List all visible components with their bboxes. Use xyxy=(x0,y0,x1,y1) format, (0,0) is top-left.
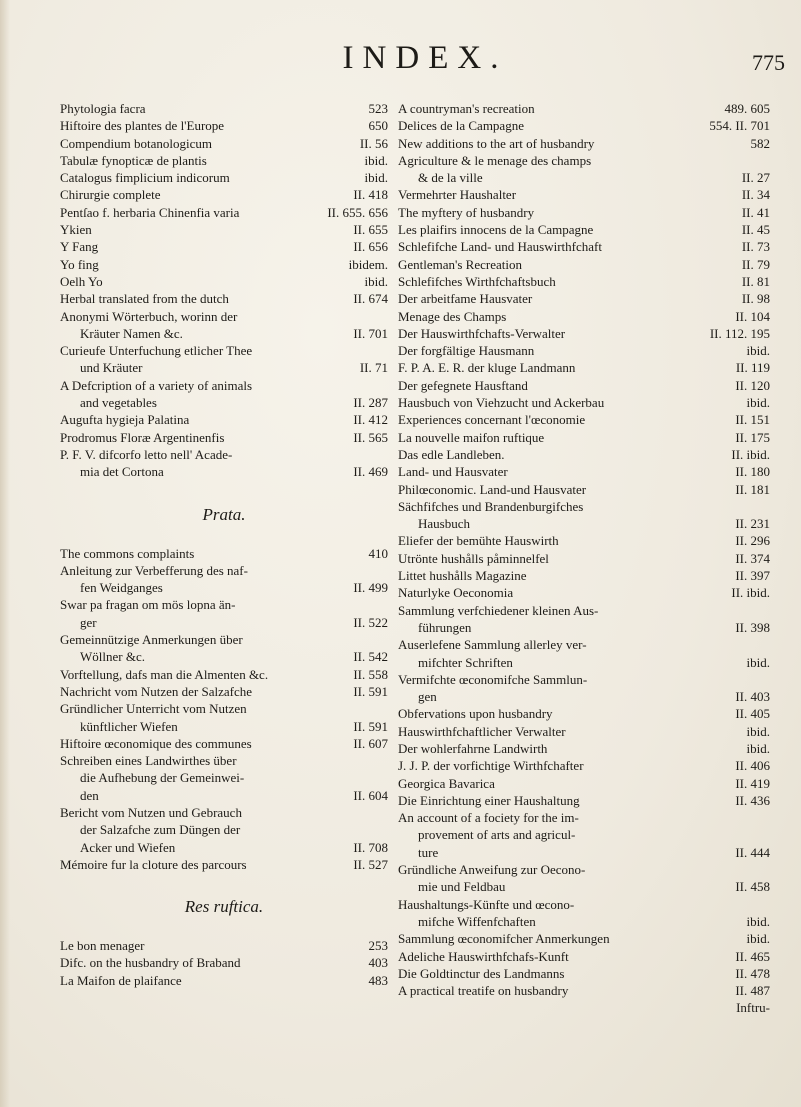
index-entry xyxy=(60,152,388,169)
entry-title-line: Auserlefene Sammlung allerley ver- xyxy=(398,637,587,653)
entry-title-line: Acker und Wiefen xyxy=(80,839,176,855)
entry-page-ref: ibid. xyxy=(746,654,770,670)
entry-page-ref: II. 708 xyxy=(353,839,388,855)
entry-page-ref: II. 175 xyxy=(735,429,770,445)
entry-page-ref: II. 180 xyxy=(735,464,770,480)
entry-title-line: Delices de la Campagne xyxy=(398,118,524,134)
entry-title-line: Sammlung œconomifcher Anmerkungen xyxy=(398,931,610,947)
entry-title-line: Mémoire fur la cloture des parcours xyxy=(60,856,247,872)
entry-title-line: Der arbeitfame Hausvater xyxy=(398,291,533,307)
entry-page-ref: II. 27 xyxy=(741,170,770,186)
index-entry xyxy=(60,221,388,238)
entry-page-ref: II. 181 xyxy=(735,481,770,497)
entry-title-line: La Maifon de plaifance xyxy=(60,972,182,988)
index-entry xyxy=(398,965,770,982)
entry-title-line: gen xyxy=(418,689,437,705)
entry-page-ref: II. 406 xyxy=(735,758,770,774)
entry-title-line: Utrönte hushålls påminnelfel xyxy=(398,550,549,566)
index-entry xyxy=(60,117,388,134)
entry-page-ref: II. 542 xyxy=(353,649,388,665)
entry-page-ref: II. 487 xyxy=(735,983,770,999)
index-entry xyxy=(60,342,388,377)
entry-title-line: P. F. V. difcorfo letto nell' Acade- xyxy=(60,446,233,462)
entry-title-line: F. P. A. E. R. der kluge Landmann xyxy=(398,360,576,376)
entry-page-ref: II. 405 xyxy=(735,706,770,722)
entry-title-line: Eliefer der bemühte Hauswirth xyxy=(398,533,559,549)
entry-title-line: Der Hauswirthfchafts-Verwalter xyxy=(398,325,566,341)
entry-title-line: mifchter Schriften xyxy=(418,654,513,670)
entry-page-ref: II. 151 xyxy=(735,412,770,428)
index-entry xyxy=(398,429,770,446)
entry-title-line: ture xyxy=(418,844,439,860)
index-entry xyxy=(398,550,770,567)
section-heading-res-rustica: Res ruftica. xyxy=(184,897,264,917)
index-entry xyxy=(398,481,770,498)
index-entry xyxy=(398,740,770,757)
entry-title-line: A countryman's recreation xyxy=(398,101,535,116)
catchword-text: Inftru- xyxy=(736,1000,770,1016)
entry-title-line: Philœconomic. Land-und Hausvater xyxy=(398,481,587,497)
entry-title-line: Das edle Landleben. xyxy=(398,446,505,462)
entry-title-line: Kräuter Namen &c. xyxy=(80,325,183,341)
index-entry xyxy=(398,204,770,221)
index-entry xyxy=(398,982,770,999)
entry-page-ref: II. 120 xyxy=(735,377,770,393)
entry-page-ref: II. 607 xyxy=(353,735,388,751)
index-entry xyxy=(60,631,388,666)
entry-title-line: Gentleman's Recreation xyxy=(398,256,522,272)
entry-title-line: und Kräuter xyxy=(80,360,143,376)
index-entry xyxy=(60,596,388,631)
index-entry xyxy=(60,446,388,481)
index-entry xyxy=(60,972,388,989)
entry-title-line: Der wohlerfahrne Landwirth xyxy=(398,740,548,756)
entry-page-ref: 523 xyxy=(368,101,388,116)
entry-title-line: J. J. P. der vorfichtige Wirthfchafter xyxy=(398,758,584,774)
index-entry xyxy=(398,186,770,203)
entry-page-ref: II. 104 xyxy=(735,308,770,324)
entry-title-line: führungen xyxy=(418,619,472,635)
entry-page-ref: II. 119 xyxy=(735,360,770,376)
index-entry xyxy=(398,775,770,792)
index-entry xyxy=(60,804,388,856)
entry-page-ref: 253 xyxy=(368,938,388,954)
entry-title-line: Curieufe Unterfuchung etlicher Thee xyxy=(60,343,253,359)
entry-page-ref: II. 231 xyxy=(735,516,770,532)
entry-page-ref: II. 522 xyxy=(353,614,388,630)
entry-page-ref: II. 499 xyxy=(353,580,388,596)
index-entry xyxy=(60,700,388,735)
entry-title-line: & de la ville xyxy=(418,170,483,186)
entry-title-line: Gemeinnützige Anmerkungen über xyxy=(60,632,243,648)
index-entry xyxy=(398,135,770,152)
entry-page-ref: II. 397 xyxy=(735,568,770,584)
entry-title-line: Prodromus Floræ Argentinenfis xyxy=(60,429,225,445)
index-entry xyxy=(398,861,770,896)
index-entry xyxy=(398,411,770,428)
index-entry xyxy=(60,308,388,343)
entry-page-ref: II. 287 xyxy=(353,395,388,411)
entry-title-line: Y Fang xyxy=(60,239,99,255)
index-entry xyxy=(398,896,770,931)
entry-title-line: Nachricht vom Nutzen der Salzafche xyxy=(60,683,253,699)
entry-page-ref: ibid. xyxy=(364,170,388,186)
index-entry xyxy=(398,342,770,359)
entry-page-ref: ibid. xyxy=(746,723,770,739)
index-entry xyxy=(398,948,770,965)
entry-title-line: Der forgfältige Hausmann xyxy=(398,343,535,359)
entry-page-ref: II. 591 xyxy=(353,683,388,699)
index-list-husbandry xyxy=(398,100,770,999)
entry-title-line: Le bon menager xyxy=(60,938,145,954)
entry-title-line: künftlicher Wiefen xyxy=(80,718,178,734)
index-entry xyxy=(60,135,388,152)
entry-title-line: Hiftoire des plantes de l'Europe xyxy=(60,118,225,134)
index-entry xyxy=(398,584,770,601)
entry-page-ref: II. 701 xyxy=(353,325,388,341)
index-entry xyxy=(60,238,388,255)
index-entry xyxy=(398,792,770,809)
entry-page-ref: II. 45 xyxy=(741,222,770,238)
entry-page-ref: ibid. xyxy=(364,273,388,289)
entry-title-line: A practical treatife on husbandry xyxy=(398,983,569,999)
entry-page-ref: II. 403 xyxy=(735,689,770,705)
index-entry xyxy=(398,290,770,307)
index-entry xyxy=(60,377,388,412)
entry-title-line: Vorftellung, dafs man die Almenten &c. xyxy=(60,666,269,682)
entry-title-line: mia det Cortona xyxy=(80,464,164,480)
index-entry xyxy=(398,221,770,238)
entry-page-ref: II. 81 xyxy=(741,273,770,289)
entry-title-line: Ykien xyxy=(60,222,92,238)
entry-page-ref: II. 436 xyxy=(735,792,770,808)
entry-page-ref: 582 xyxy=(750,135,770,151)
index-entry xyxy=(398,602,770,637)
entry-title-line: Gründlicher Unterricht vom Nutzen xyxy=(60,701,247,717)
index-entry xyxy=(398,394,770,411)
entry-page-ref: ibidem. xyxy=(348,256,388,272)
entry-page-ref: II. 98 xyxy=(741,291,770,307)
index-entry xyxy=(60,954,388,971)
entry-title-line: and vegetables xyxy=(80,395,157,411)
index-entry xyxy=(398,498,770,533)
entry-title-line: Herbal translated from the dutch xyxy=(60,291,229,307)
entry-title-line: Anonymi Wörterbuch, worinn der xyxy=(60,308,238,324)
entry-page-ref: ibid. xyxy=(746,343,770,359)
index-entry xyxy=(60,735,388,752)
index-entry xyxy=(60,169,388,186)
entry-title-line: ger xyxy=(80,614,97,630)
entry-page-ref: ibid. xyxy=(746,395,770,411)
index-entry xyxy=(398,463,770,480)
entry-page-ref: ibid. xyxy=(364,152,388,168)
entry-title-line: Hiftoire œconomique des communes xyxy=(60,735,252,751)
entry-page-ref: II. 527 xyxy=(353,856,388,872)
entry-page-ref: II. 73 xyxy=(741,239,770,255)
entry-page-ref: II. 655. 656 xyxy=(327,204,388,220)
index-entry xyxy=(398,930,770,947)
entry-title-line: The myftery of husbandry xyxy=(398,204,535,220)
index-entry xyxy=(398,705,770,722)
entry-title-line: Schlefifches Wirthfchaftsbuch xyxy=(398,273,556,289)
entry-page-ref: II. 478 xyxy=(735,965,770,981)
entry-title-line: Difc. on the husbandry of Braband xyxy=(60,955,241,971)
index-entry xyxy=(60,562,388,597)
entry-page-ref: 410 xyxy=(368,545,388,561)
index-entry xyxy=(60,290,388,307)
index-entry xyxy=(398,273,770,290)
index-entry xyxy=(60,100,388,117)
entry-title-line: Catalogus fimplicium indicorum xyxy=(60,170,230,186)
entry-title-line: den xyxy=(80,787,99,803)
entry-title-line: La nouvelle maifon ruftique xyxy=(398,429,545,445)
entry-title-line: Vermifchte œconomifche Sammlun- xyxy=(398,671,588,687)
entry-title-line: Les plaifirs innocens de la Campagne xyxy=(398,222,594,238)
entry-title-line: der Salzafche zum Düngen der xyxy=(80,822,241,838)
index-entry xyxy=(398,636,770,671)
index-entry xyxy=(398,256,770,273)
index-entry xyxy=(60,429,388,446)
index-entry xyxy=(60,411,388,428)
entry-title-line: provement of arts and agricul- xyxy=(418,827,576,843)
page-gutter-shadow xyxy=(0,0,10,1107)
entry-title-line: New additions to the art of husbandry xyxy=(398,135,595,151)
entry-page-ref: II. 56 xyxy=(359,135,388,151)
index-entry xyxy=(398,532,770,549)
catchword xyxy=(398,999,770,1016)
entry-title-line: Schlefifche Land- und Hauswirthfchaft xyxy=(398,239,602,255)
entry-title-line: Menage des Champs xyxy=(398,308,507,324)
entry-page-ref: II. 444 xyxy=(735,844,770,860)
entry-page-ref: 489. 605 xyxy=(724,101,770,116)
index-entry xyxy=(398,152,770,187)
entry-title-line: Anleitung zur Verbefferung des naf- xyxy=(60,562,248,578)
entry-title-line: Schreiben eines Landwirthes über xyxy=(60,753,237,769)
index-entry xyxy=(398,238,770,255)
entry-title-line: Augufta hygieja Palatina xyxy=(60,412,190,428)
index-entry xyxy=(398,117,770,134)
entry-title-line: Phytologia facra xyxy=(60,101,146,116)
entry-page-ref: II. 71 xyxy=(359,360,388,376)
entry-title-line: Wöllner &c. xyxy=(80,649,145,665)
entry-page-ref: II. 79 xyxy=(741,256,770,272)
section-heading-prata: Prata. xyxy=(202,504,246,524)
entry-page-ref: 554. II. 701 xyxy=(709,118,770,134)
entry-title-line: Bericht vom Nutzen und Gebrauch xyxy=(60,804,242,820)
index-entry xyxy=(398,308,770,325)
entry-page-ref: ibid. xyxy=(746,931,770,947)
entry-page-ref: 650 xyxy=(368,118,388,134)
entry-title-line: Pentſao f. herbaria Chinenfia varia xyxy=(60,204,240,220)
entry-page-ref: ibid. xyxy=(746,740,770,756)
entry-title-line: Tabulæ fynopticæ de plantis xyxy=(60,152,207,168)
index-entry xyxy=(398,100,770,117)
index-list-res-rustica xyxy=(60,937,388,989)
index-entry xyxy=(398,723,770,740)
entry-page-ref: 403 xyxy=(368,955,388,971)
entry-title-line: A Defcription of a variety of animals xyxy=(60,377,253,393)
entry-page-ref: II. ibid. xyxy=(731,446,770,462)
index-entry xyxy=(398,325,770,342)
entry-page-ref: II. ibid. xyxy=(731,585,770,601)
entry-page-ref: II. 296 xyxy=(735,533,770,549)
entry-title-line: Georgica Bavarica xyxy=(398,775,495,791)
index-list-prata xyxy=(60,545,388,874)
entry-title-line: Compendium botanologicum xyxy=(60,135,213,151)
index-entry xyxy=(60,186,388,203)
entry-page-ref: II. 604 xyxy=(353,787,388,803)
entry-title-line: Hauswirthfchaftlicher Verwalter xyxy=(398,723,566,739)
entry-page-ref: II. 591 xyxy=(353,718,388,734)
entry-page-ref: II. 558 xyxy=(353,666,388,682)
entry-title-line: The commons complaints xyxy=(60,545,195,561)
index-entry xyxy=(60,937,388,954)
index-entry xyxy=(398,757,770,774)
entry-title-line: Oelh Yo xyxy=(60,273,103,289)
index-entry xyxy=(398,446,770,463)
index-entry xyxy=(60,273,388,290)
entry-page-ref: II. 41 xyxy=(741,204,770,220)
entry-title-line: Land- und Hausvater xyxy=(398,464,508,480)
entry-page-ref: II. 565 xyxy=(353,429,388,445)
entry-title-line: Hausbuch von Viehzucht und Ackerbau xyxy=(398,395,605,411)
page-number: 775 xyxy=(752,50,785,75)
index-entry xyxy=(60,856,388,873)
entry-page-ref: II. 412 xyxy=(353,412,388,428)
entry-title-line: Agriculture & le menage des champs xyxy=(398,152,592,168)
entry-title-line: Chirurgie complete xyxy=(60,187,161,203)
entry-page-ref: II. 398 xyxy=(735,619,770,635)
entry-title-line: Littet hushålls Magazine xyxy=(398,568,527,584)
index-entry xyxy=(398,359,770,376)
entry-title-line: Naturlyke Oeconomia xyxy=(398,585,514,601)
entry-page-ref: II. 419 xyxy=(735,775,770,791)
left-column xyxy=(60,100,388,989)
index-entry xyxy=(60,752,388,804)
index-entry xyxy=(60,683,388,700)
entry-title-line: mifche Wiffenfchaften xyxy=(418,913,536,929)
index-list-plants xyxy=(60,100,388,481)
index-entry xyxy=(398,567,770,584)
entry-title-line: Vermehrter Haushalter xyxy=(398,187,517,203)
entry-page-ref: II. 34 xyxy=(741,187,770,203)
entry-title-line: Adeliche Hauswirthfchafs-Kunft xyxy=(398,948,569,964)
entry-title-line: Die Einrichtung einer Haushaltung xyxy=(398,792,580,808)
page-title: INDEX. xyxy=(342,40,508,76)
entry-title-line: Gründliche Anweifung zur Oecono- xyxy=(398,862,586,878)
entry-page-ref: II. 465 xyxy=(735,948,770,964)
entry-page-ref: II. 656 xyxy=(353,239,388,255)
entry-title-line: Yo fing xyxy=(60,256,99,272)
entry-title-line: Obfervations upon husbandry xyxy=(398,706,553,722)
entry-title-line: Hausbuch xyxy=(418,516,470,532)
entry-page-ref: II. 458 xyxy=(735,879,770,895)
index-entry xyxy=(60,256,388,273)
entry-title-line: Haushaltungs-Künfte und œcono- xyxy=(398,896,575,912)
entry-title-line: Swar pa fragan om mös lopna än- xyxy=(60,597,236,613)
entry-page-ref: II. 674 xyxy=(353,291,388,307)
entry-title-line: An account of a fociety for the im- xyxy=(398,810,579,826)
entry-title-line: Der gefegnete Hausftand xyxy=(398,377,528,393)
entry-page-ref: II. 112. 195 xyxy=(709,325,770,341)
right-column xyxy=(398,100,770,1017)
index-entry xyxy=(60,204,388,221)
entry-title-line: Sammlung verfchiedener kleinen Aus- xyxy=(398,602,599,618)
index-entry xyxy=(398,809,770,861)
index-entry xyxy=(398,671,770,706)
entry-page-ref: 483 xyxy=(368,972,388,988)
entry-page-ref: ibid. xyxy=(746,913,770,929)
entry-page-ref: II. 418 xyxy=(353,187,388,203)
entry-title-line: Experiences concernant l'œconomie xyxy=(398,412,586,428)
entry-title-line: mie und Feldbau xyxy=(418,879,506,895)
index-entry xyxy=(398,377,770,394)
entry-title-line: Die Goldtinctur des Landmanns xyxy=(398,965,565,981)
index-entry xyxy=(60,666,388,683)
entry-title-line: fen Weidganges xyxy=(80,580,163,596)
entry-page-ref: II. 469 xyxy=(353,464,388,480)
index-entry xyxy=(60,545,388,562)
entry-title-line: Sächfifches und Brandenburgifches xyxy=(398,498,584,514)
page-header xyxy=(0,40,801,80)
entry-page-ref: II. 374 xyxy=(735,550,770,566)
entry-page-ref: II. 655 xyxy=(353,222,388,238)
entry-title-line: die Aufhebung der Gemeinwei- xyxy=(80,770,245,786)
